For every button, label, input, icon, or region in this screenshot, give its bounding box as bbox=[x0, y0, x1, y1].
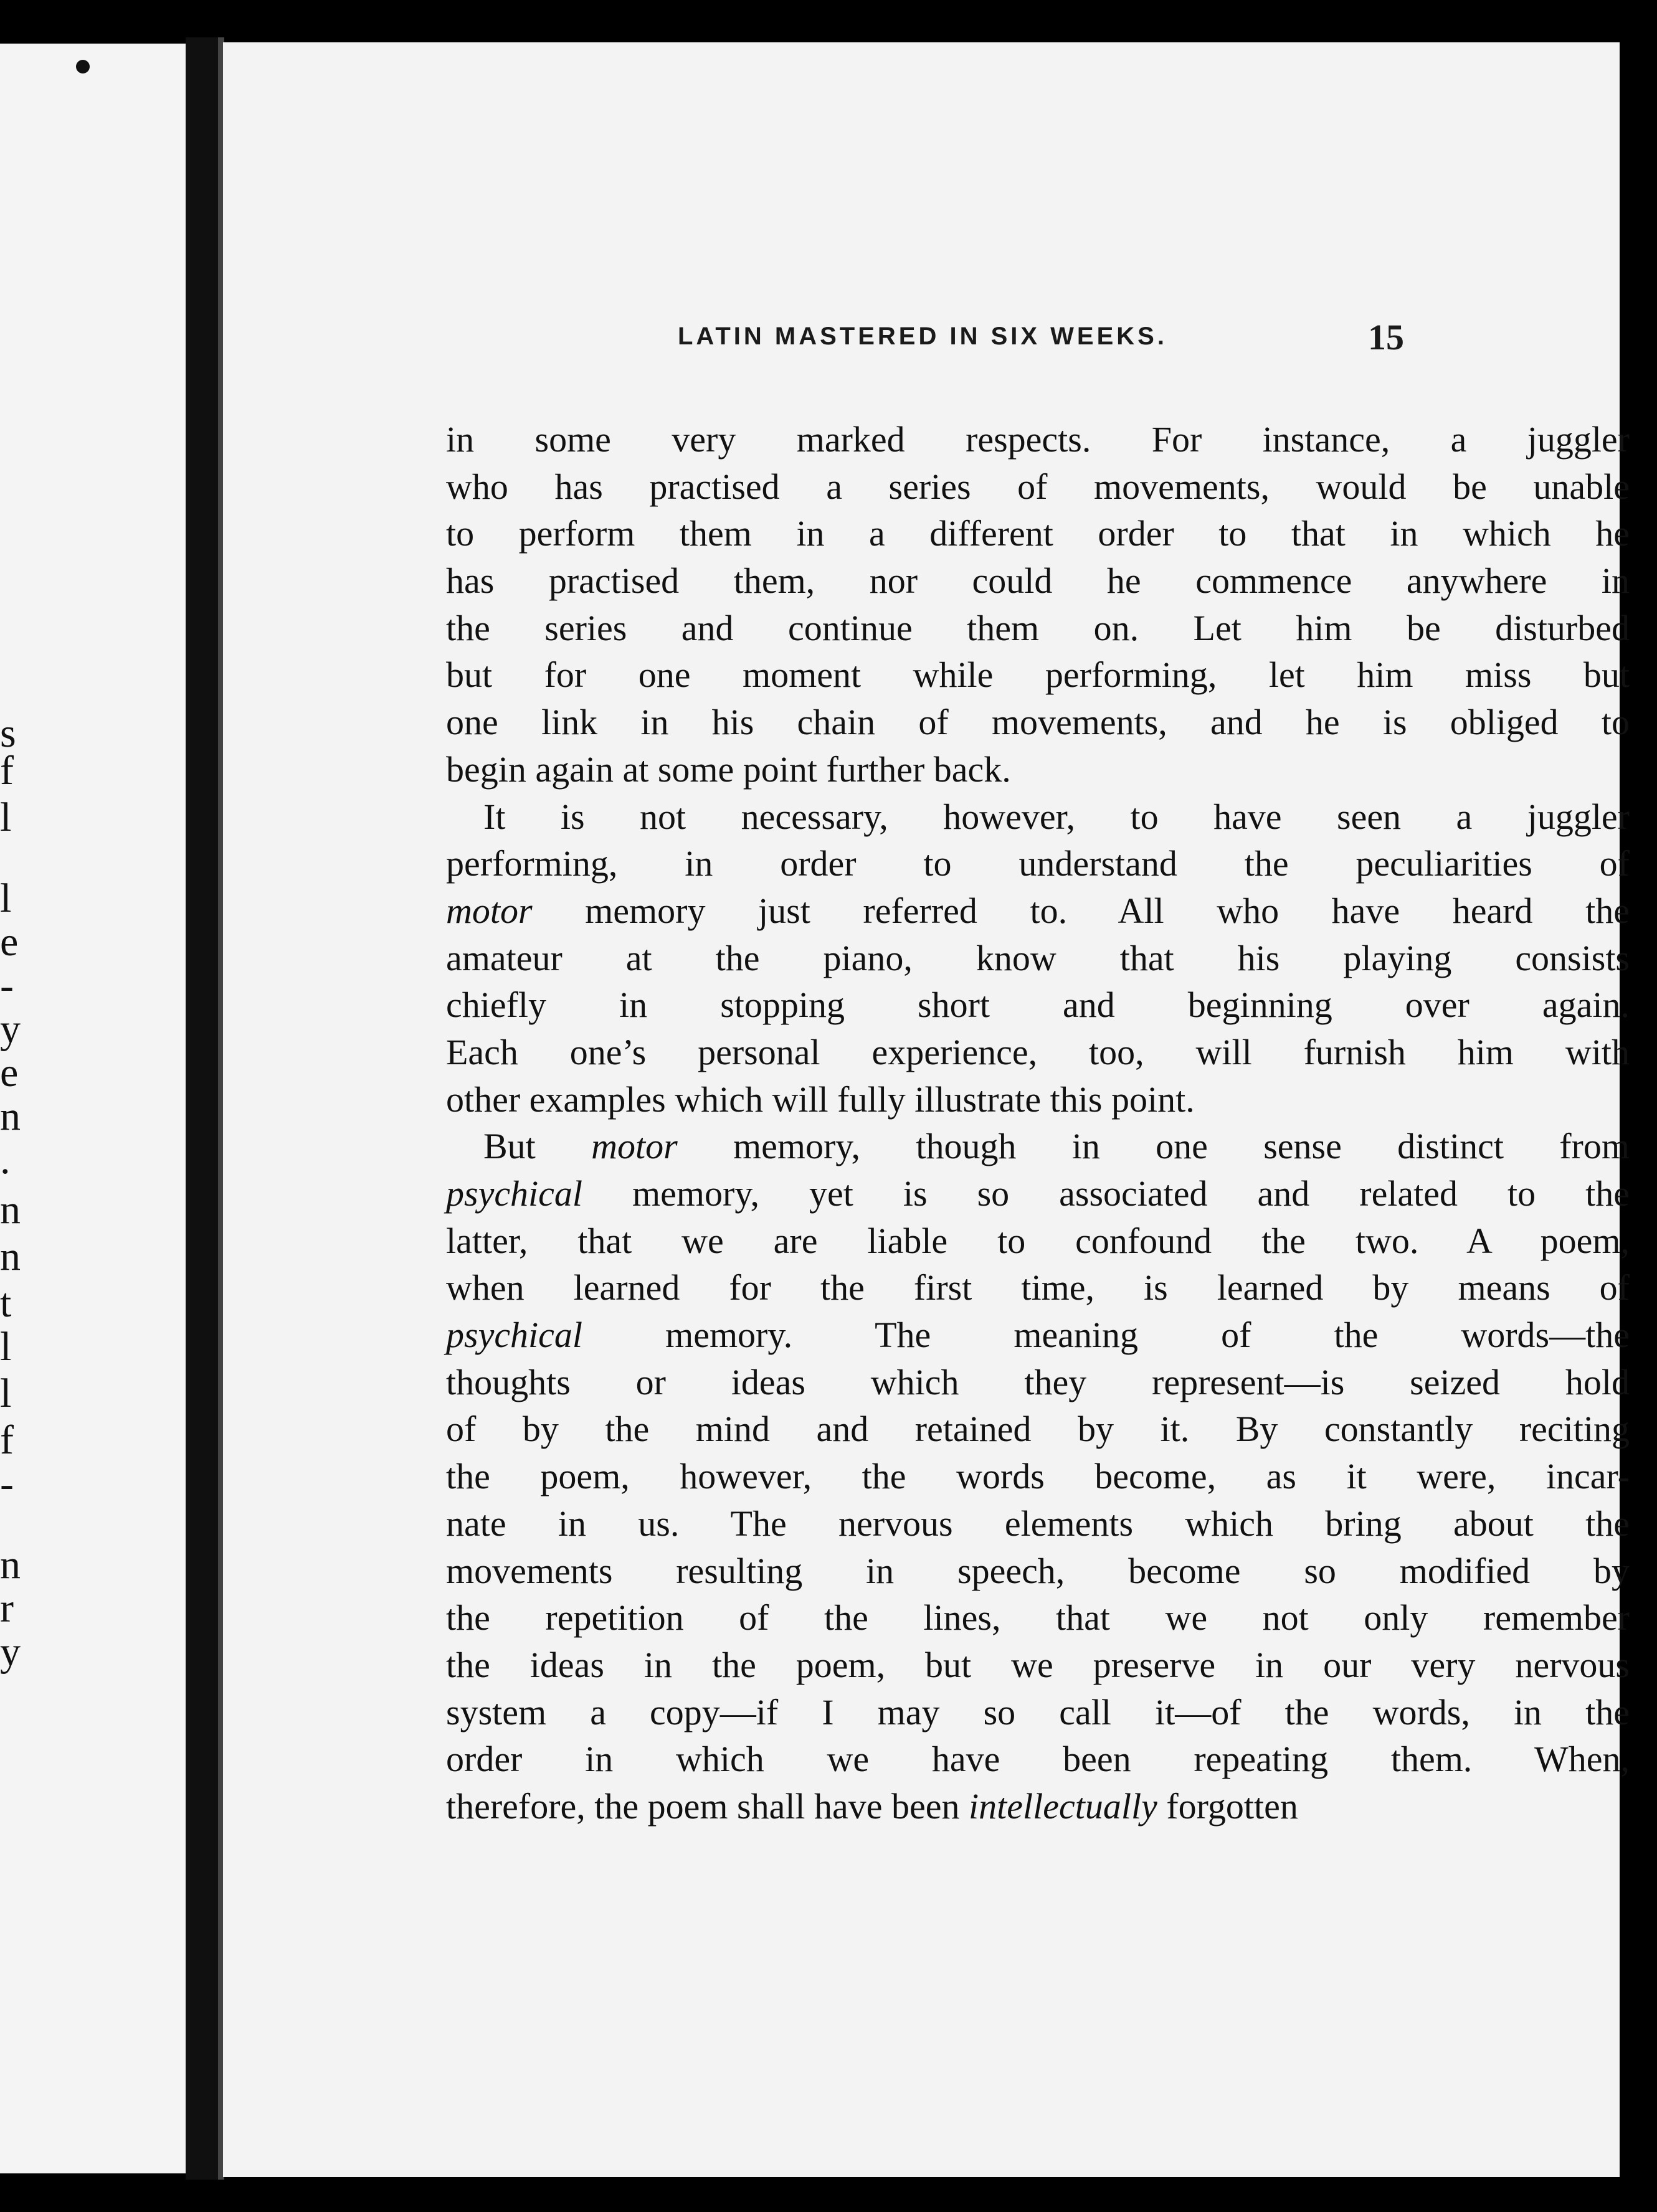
italic-term: motor bbox=[446, 890, 533, 931]
paragraph bbox=[446, 416, 1630, 793]
line-text: forgotten bbox=[1157, 1785, 1298, 1827]
facing-page-fragment: y bbox=[0, 1006, 21, 1052]
running-head bbox=[223, 316, 1620, 366]
facing-page-fragment: n bbox=[0, 1187, 21, 1232]
body-text bbox=[446, 416, 1630, 1830]
text-line bbox=[446, 1453, 1630, 1500]
facing-page-fragment: - bbox=[0, 1461, 14, 1506]
line-text: other examples which will fully illustrate this point. bbox=[446, 1079, 1195, 1120]
line-text: memory. The meaning of the words—the bbox=[582, 1315, 1630, 1356]
line-text: Each one’s personal experience, too, will furnish him with bbox=[446, 1031, 1630, 1072]
line-text: when learned for the first time, is learned by means of bbox=[446, 1267, 1630, 1308]
facing-page-fragment: - bbox=[0, 963, 14, 1008]
line-text: to perform them in a different order to that in which he bbox=[446, 513, 1630, 554]
line-text: who has practised a series of movements, would be unable bbox=[446, 466, 1630, 507]
facing-page-fragment: n bbox=[0, 1094, 21, 1139]
text-line bbox=[446, 1123, 1630, 1170]
line-text: amateur at the piano, know that his playing consists bbox=[446, 937, 1630, 978]
facing-page-fragment: e bbox=[0, 919, 19, 965]
line-text: one link in his chain of movements, and he is obliged to bbox=[446, 702, 1630, 743]
line-text: therefore, the poem shall have been bbox=[446, 1785, 969, 1827]
text-line bbox=[446, 1217, 1630, 1265]
facing-page-fragment: e bbox=[0, 1050, 19, 1095]
text-line bbox=[446, 510, 1630, 557]
facing-page-fragment: r bbox=[0, 1586, 14, 1631]
text-line bbox=[446, 1406, 1630, 1453]
facing-page-fragment: . bbox=[0, 1137, 11, 1183]
text-line bbox=[446, 1500, 1630, 1548]
line-text: But bbox=[483, 1126, 592, 1167]
text-line bbox=[446, 1076, 1630, 1123]
facing-page-mark bbox=[76, 60, 90, 73]
text-line bbox=[446, 793, 1630, 841]
text-line bbox=[446, 651, 1630, 699]
text-line bbox=[446, 699, 1630, 746]
book-spine bbox=[186, 37, 222, 2180]
line-text: movements resulting in speech, become so modified by bbox=[446, 1550, 1630, 1591]
text-line bbox=[446, 840, 1630, 887]
line-text: nate in us. The nervous elements which bring about the bbox=[446, 1503, 1630, 1544]
facing-page-fragment: n bbox=[0, 1542, 21, 1587]
page-number: 15 bbox=[1368, 317, 1404, 357]
text-line bbox=[446, 1170, 1630, 1217]
line-text: order in which we have been repeating them. When, bbox=[446, 1739, 1630, 1780]
text-line bbox=[446, 463, 1630, 511]
facing-page-fragment: l bbox=[0, 1324, 12, 1369]
text-line bbox=[446, 1264, 1630, 1312]
text-line bbox=[446, 1029, 1630, 1076]
line-text: the series and continue them on. Let him be disturbed bbox=[446, 607, 1630, 648]
facing-page-fragment: n bbox=[0, 1234, 21, 1279]
line-text: latter, that we are liable to confound the two. A poem, bbox=[446, 1220, 1630, 1261]
facing-page-fragment: y bbox=[0, 1629, 21, 1675]
text-line bbox=[446, 1548, 1630, 1595]
book-page bbox=[223, 42, 1630, 2177]
text-line bbox=[446, 981, 1630, 1029]
italic-term: psychical bbox=[446, 1315, 583, 1356]
text-line bbox=[446, 1783, 1630, 1830]
paragraph bbox=[446, 793, 1630, 1123]
text-line bbox=[446, 746, 1630, 793]
line-text: memory just referred to. All who have heard the bbox=[532, 890, 1630, 931]
line-text: begin again at some point further back. bbox=[446, 749, 1011, 790]
text-line bbox=[446, 887, 1630, 935]
facing-page-edge bbox=[0, 44, 186, 2173]
facing-page-fragment: l bbox=[0, 876, 12, 921]
facing-page-fragment: s bbox=[0, 711, 16, 756]
facing-page-fragment: l bbox=[0, 795, 12, 840]
line-text: system a copy—if I may so call it—of the words, in the bbox=[446, 1691, 1630, 1732]
line-text: thoughts or ideas which they represent—is seized hold bbox=[446, 1361, 1630, 1402]
text-line bbox=[446, 557, 1630, 605]
italic-term: psychical bbox=[446, 1173, 583, 1214]
paragraph bbox=[446, 1123, 1630, 1830]
text-line bbox=[446, 1689, 1630, 1736]
line-text: of by the mind and retained by it. By constantly reciting bbox=[446, 1409, 1630, 1450]
text-line bbox=[446, 1736, 1630, 1783]
line-text: has practised them, nor could he commence anywhere in bbox=[446, 560, 1630, 602]
text-line bbox=[446, 1594, 1630, 1642]
text-line bbox=[446, 935, 1630, 982]
text-line bbox=[446, 1312, 1630, 1359]
facing-page-fragment: t bbox=[0, 1280, 12, 1326]
running-title: LATIN MASTERED IN SIX WEEKS. bbox=[678, 323, 1167, 350]
line-text: chiefly in stopping short and beginning over again. bbox=[446, 985, 1630, 1026]
facing-page-fragment: f bbox=[0, 1417, 14, 1463]
text-line bbox=[446, 416, 1630, 463]
line-text: but for one moment while performing, let him miss but bbox=[446, 655, 1630, 696]
italic-term: motor bbox=[591, 1126, 678, 1167]
text-line bbox=[446, 605, 1630, 652]
text-line bbox=[446, 1359, 1630, 1406]
line-text: the ideas in the poem, but we preserve in our very nervous bbox=[446, 1644, 1630, 1685]
line-text: memory, though in one sense distinct from bbox=[677, 1126, 1630, 1167]
italic-term: intellectually bbox=[969, 1785, 1157, 1827]
line-text: in some very marked respects. For instance, a juggler bbox=[446, 419, 1630, 460]
line-text: the repetition of the lines, that we not only remember bbox=[446, 1597, 1630, 1638]
facing-page-fragment: f bbox=[0, 748, 14, 793]
line-text: memory, yet is so associated and related to the bbox=[582, 1173, 1630, 1214]
text-line bbox=[446, 1642, 1630, 1689]
line-text: It is not necessary, however, to have seen a juggler bbox=[483, 796, 1630, 837]
line-text: the poem, however, the words become, as it were, incar- bbox=[446, 1456, 1630, 1497]
facing-page-fragment: l bbox=[0, 1371, 12, 1416]
line-text: performing, in order to understand the peculiarities of bbox=[446, 843, 1630, 884]
